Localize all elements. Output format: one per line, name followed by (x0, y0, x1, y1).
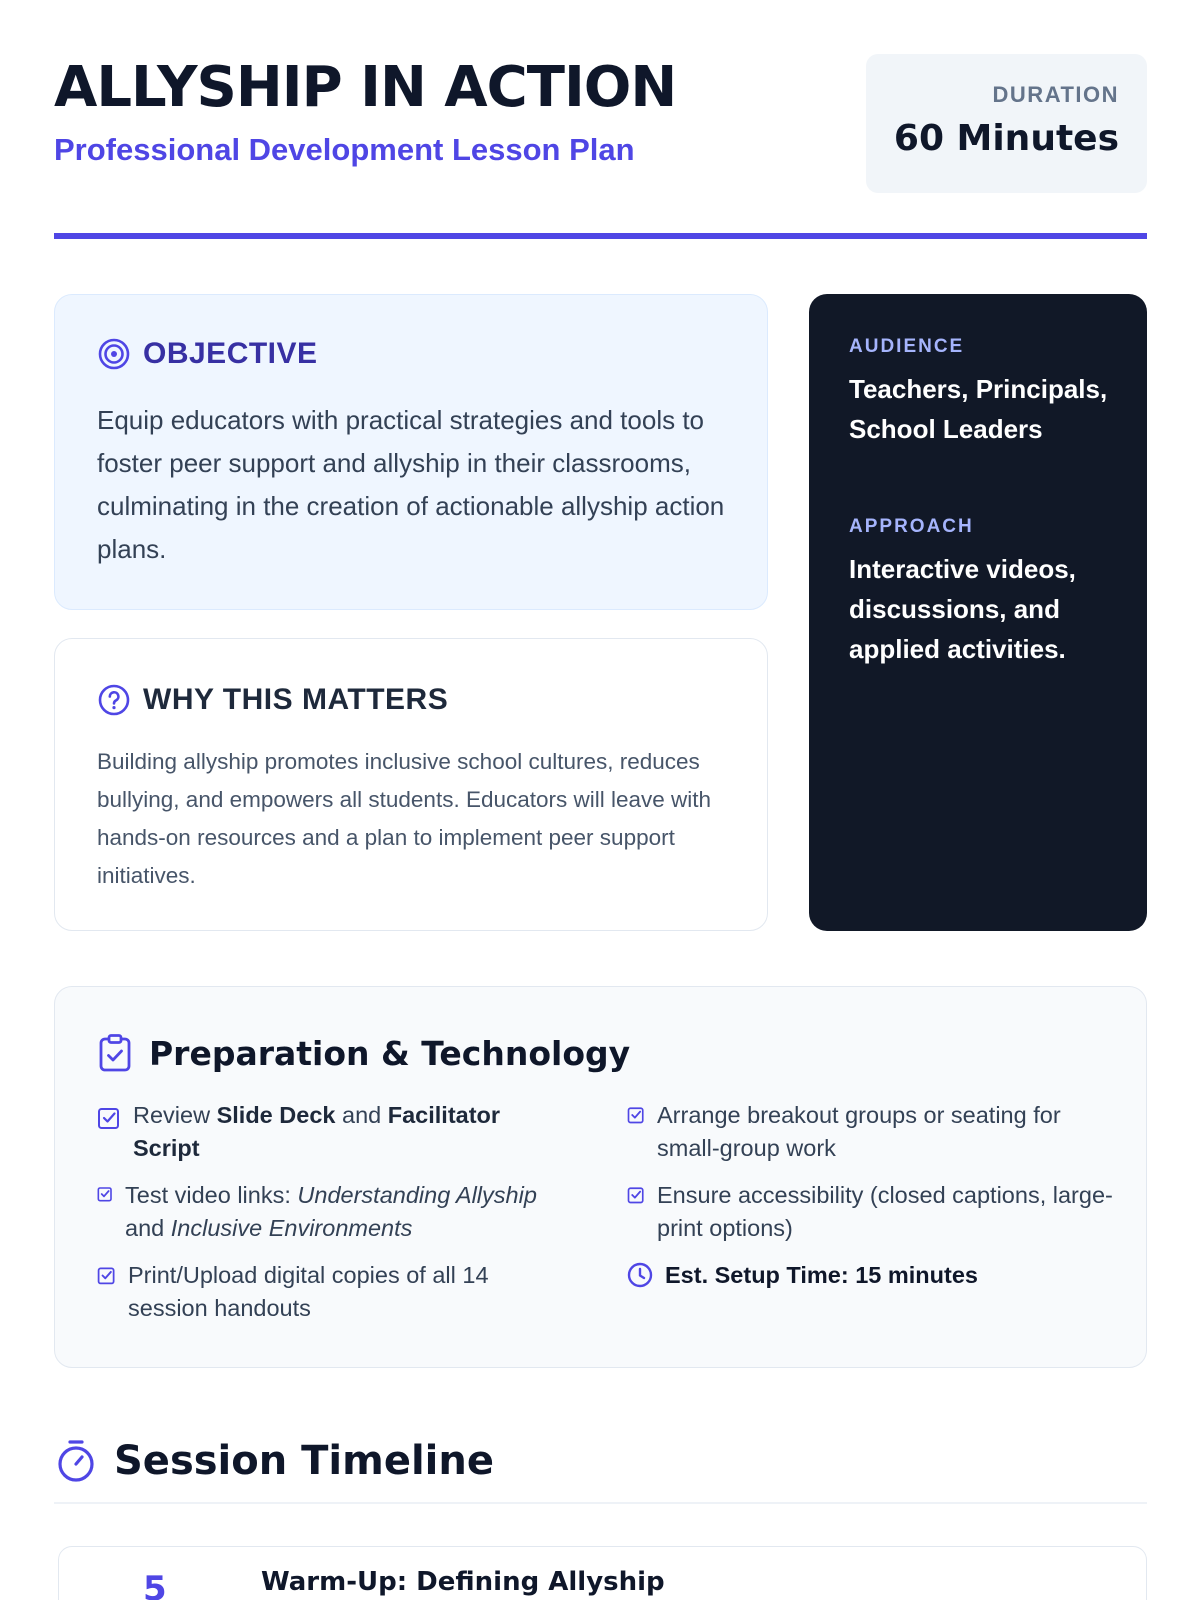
checkbox-checked-icon (627, 1106, 645, 1124)
timeline-divider (54, 1502, 1147, 1504)
why-text: Building allyship promotes inclusive school cultures, reduces bullying, and empowers all students. Educators will leave with hands-on resources and a plan to implement peer support initiatives. (97, 749, 712, 888)
prep-item-handouts (97, 1259, 557, 1325)
stopwatch-icon (56, 1438, 96, 1484)
prep-item-video-links (97, 1179, 567, 1245)
checkbox-checked-icon (97, 1186, 113, 1202)
prep-item-review (97, 1099, 567, 1165)
objective-heading: OBJECTIVE (143, 337, 318, 370)
approach-label: APPROACH (849, 516, 974, 537)
clock-icon (627, 1262, 653, 1288)
duration-value: 60 Minutes (893, 118, 1119, 159)
timeline-item-minutes: 5 (143, 1569, 167, 1600)
audience-card (809, 294, 1147, 931)
objective-text: Equip educators with practical strategies and tools to foster peer support and allyship in their classrooms, culminating in the creation of actionable allyship action plans. (97, 405, 725, 564)
preparation-title: Preparation & Technology (149, 1033, 631, 1073)
target-icon (97, 337, 131, 371)
audience-text: Teachers, Principals, School Leaders (849, 374, 1108, 444)
why-heading: WHY THIS MATTERS (143, 683, 449, 716)
checkbox-checked-icon (627, 1186, 645, 1204)
prep-item-breakout (627, 1099, 1117, 1165)
timeline-heading-row (56, 1438, 494, 1484)
clipboard-check-icon (97, 1033, 133, 1073)
prep-item-setup-time (627, 1259, 1117, 1292)
timeline-item (58, 1546, 1147, 1600)
objective-heading-row (97, 337, 318, 371)
objective-card (54, 294, 768, 610)
prep-item-setup-time-text: Est. Setup Time: 15 minutes (665, 1262, 978, 1288)
prep-item-review-text: Review Slide Deck and Facilitator Script (133, 1102, 501, 1161)
checkbox-checked-icon (97, 1106, 121, 1130)
why-card (54, 638, 768, 931)
audience-label: AUDIENCE (849, 336, 965, 357)
preparation-card (54, 986, 1147, 1368)
why-heading-row (97, 683, 448, 717)
approach-text: Interactive videos, discussions, and applied activities. (849, 554, 1076, 664)
duration-label: DURATION (992, 82, 1119, 107)
prep-item-breakout-text: Arrange breakout groups or seating for small-group work (657, 1102, 1061, 1161)
prep-item-accessibility (627, 1179, 1117, 1245)
checkbox-checked-icon (97, 1266, 116, 1285)
duration-box (866, 54, 1147, 193)
header-divider (54, 233, 1147, 239)
page-subtitle: Professional Development Lesson Plan (54, 132, 635, 167)
question-circle-icon (97, 683, 131, 717)
prep-item-accessibility-text: Ensure accessibility (closed captions, large-print options) (657, 1182, 1113, 1241)
timeline-item-title: Warm-Up: Defining Allyship (261, 1567, 665, 1597)
prep-item-video-links-text: Test video links: Understanding Allyship and Inclusive Environments (125, 1182, 537, 1241)
page-title: ALLYSHIP IN ACTION (54, 55, 677, 120)
preparation-heading-row (97, 1033, 630, 1073)
timeline-title: Session Timeline (114, 1438, 494, 1484)
prep-item-handouts-text: Print/Upload digital copies of all 14 session handouts (128, 1262, 489, 1321)
